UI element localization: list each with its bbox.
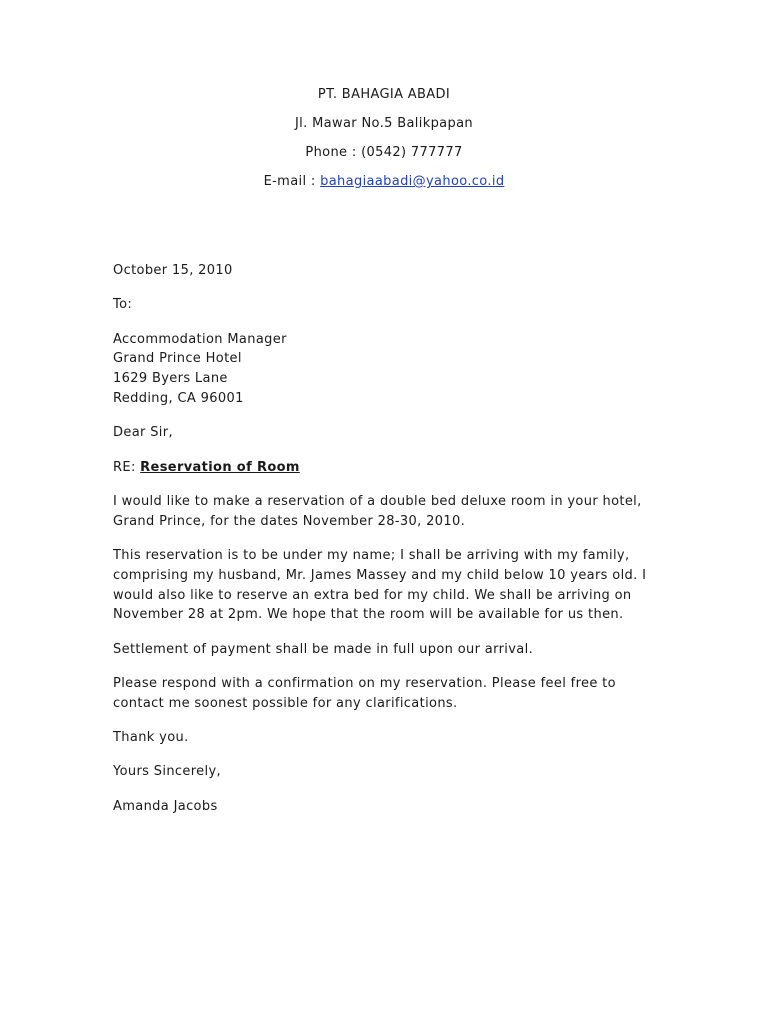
letter-date: October 15, 2010 [113, 263, 233, 278]
paragraph-reservation-request: I would like to make a reservation of a double bed deluxe room in your hotel, Grand Prince, for the dates November 28-30, 2010. [113, 493, 642, 529]
signature-name: Amanda Jacobs [113, 798, 218, 814]
recipient-hotel: Grand Prince Hotel [113, 351, 242, 367]
paragraph-payment: Settlement of payment shall be made in full upon our arrival. [113, 641, 534, 657]
closing: Yours Sincerely, [113, 764, 222, 780]
email-label: E-mail : [263, 174, 321, 189]
to-label: To: [113, 297, 133, 313]
paragraph-reservation-details: This reservation is to be under my name; I shall be arriving with my family, comprising my husband, Mr. James Massey and my child below 10 years old. I would also like to reserve an extra bed for my child. We shall be arriving on November 28 at 2pm. We hope that the room will be available for us then. [113, 547, 647, 623]
recipient-street: 1629 Byers Lane [113, 371, 228, 387]
company-name: PT. BAHAGIA ABADI [317, 87, 451, 102]
letterhead [0, 85, 768, 201]
salutation: Dear Sir, [113, 425, 173, 441]
re-label: RE: [113, 459, 141, 475]
re-subject: Reservation of Room [140, 459, 300, 475]
letter-body [113, 261, 658, 831]
email-link[interactable]: bahagiaabadi@yahoo.co.id [320, 174, 505, 189]
company-address: Jl. Mawar No.5 Balikpapan [294, 116, 474, 131]
recipient-title: Accommodation Manager [113, 331, 287, 347]
recipient-address [113, 330, 658, 409]
paragraph-confirmation: Please respond with a confirmation on my reservation. Please feel free to contact me soonest possible for any clarifications. [113, 675, 616, 711]
thanks: Thank you. [113, 730, 189, 746]
company-phone: Phone : (0542) 777777 [305, 145, 463, 160]
recipient-city: Redding, CA 96001 [113, 390, 244, 406]
company-email-line [0, 172, 768, 201]
subject-line [113, 458, 658, 478]
